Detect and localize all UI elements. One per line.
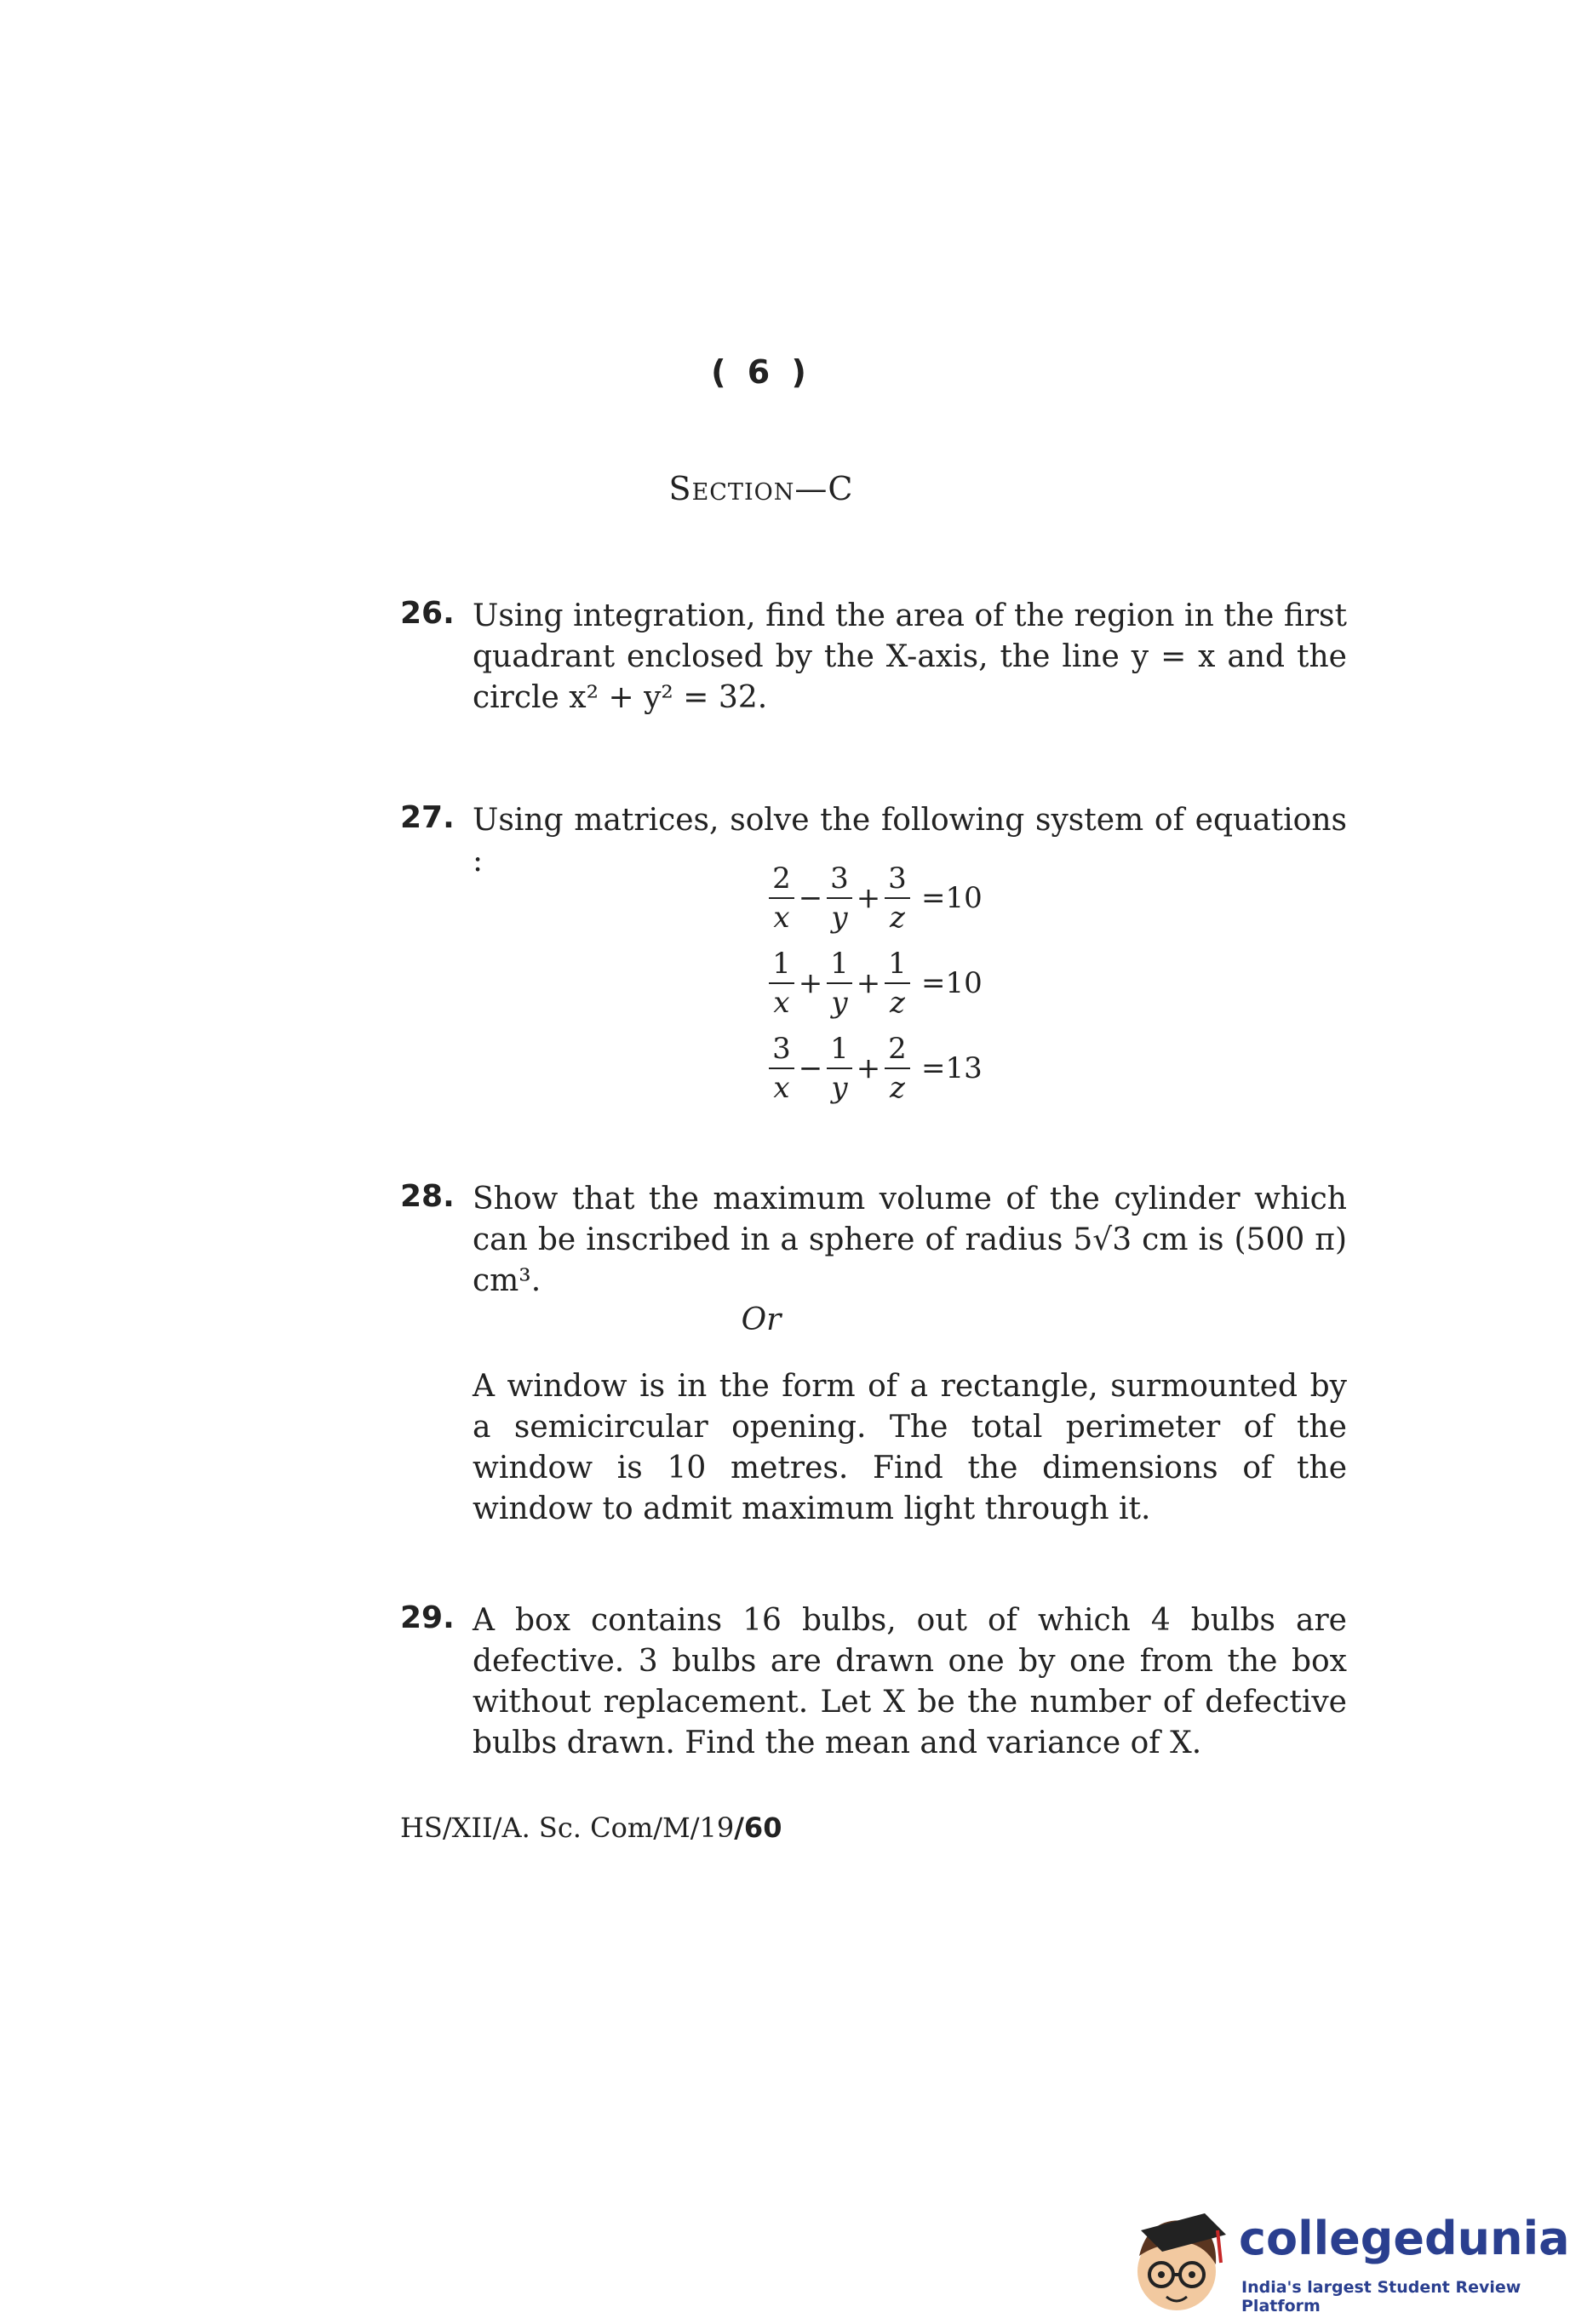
numerator: 2 <box>769 860 794 899</box>
section-title: Section—C <box>668 470 854 507</box>
numerator: 2 <box>885 1030 910 1069</box>
question-28 <box>400 1179 1347 1302</box>
numerator: 1 <box>827 1030 852 1069</box>
rhs: =10 <box>921 881 983 915</box>
question-text: A window is in the form of a rectangle, surmounted by a semicircular opening. The total perimeter of the window is 10 metres. Find the dimensions of the window to admit maximum light through it. <box>473 1369 1347 1526</box>
question-number: 27. <box>400 800 455 835</box>
paper-code: HS/XII/A. Sc. Com/M/19 <box>400 1812 735 1844</box>
collegedunia-logo <box>1124 2196 1570 2321</box>
page-number: ( 6 ) <box>711 353 811 391</box>
question-number: 29. <box>400 1600 455 1635</box>
question-28-alternative <box>400 1366 1347 1530</box>
operator: − <box>798 881 823 915</box>
denominator: z <box>890 1071 905 1105</box>
mascot-icon <box>1124 2196 1235 2321</box>
or-separator: Or <box>741 1302 782 1337</box>
question-number: 28. <box>400 1179 455 1214</box>
denominator: z <box>890 986 905 1020</box>
numerator: 1 <box>827 945 852 984</box>
equation-system <box>766 856 983 1111</box>
denominator: x <box>773 1071 790 1105</box>
equation-2 <box>766 941 983 1026</box>
question-26 <box>400 596 1347 718</box>
numerator: 3 <box>885 860 910 899</box>
numerator: 1 <box>769 945 794 984</box>
operator: + <box>856 966 881 1000</box>
equation-1 <box>766 856 983 941</box>
denominator: z <box>890 901 905 935</box>
rhs: =10 <box>921 966 983 1000</box>
operator: − <box>798 1051 823 1085</box>
logo-brand: collegedunia <box>1239 2212 1570 2265</box>
denominator: y <box>831 901 848 935</box>
question-number: 26. <box>400 596 455 631</box>
denominator: x <box>773 986 790 1020</box>
question-text: Show that the maximum volume of the cylinder which can be inscribed in a sphere of radius 5√3 cm is (500 π) cm³. <box>473 1182 1347 1298</box>
logo-tagline: India's largest Student Review Platform <box>1241 2278 1521 2315</box>
question-29 <box>400 1600 1347 1764</box>
page-footer <box>400 1812 782 1844</box>
numerator: 1 <box>885 945 910 984</box>
denominator: x <box>773 901 790 935</box>
paper-code-suffix: /60 <box>734 1812 782 1844</box>
question-text: Using matrices, solve the following system of equations : <box>473 803 1347 879</box>
denominator: y <box>831 986 848 1020</box>
operator: + <box>856 881 881 915</box>
equation-3 <box>766 1026 983 1111</box>
question-text: A box contains 16 bulbs, out of which 4 bulbs are defective. 3 bulbs are drawn one by one from the box without replacement. Let X be the number of defective bulbs drawn. Find the mean and variance of X. <box>473 1603 1347 1760</box>
numerator: 3 <box>827 860 852 899</box>
question-text: Using integration, find the area of the region in the first quadrant enclosed by the X-axis, the line y = x and the circle x² + y² = 32. <box>473 598 1347 715</box>
rhs: =13 <box>921 1051 983 1085</box>
denominator: y <box>831 1071 848 1105</box>
operator: + <box>856 1051 881 1085</box>
operator: + <box>798 966 823 1000</box>
numerator: 3 <box>769 1030 794 1069</box>
